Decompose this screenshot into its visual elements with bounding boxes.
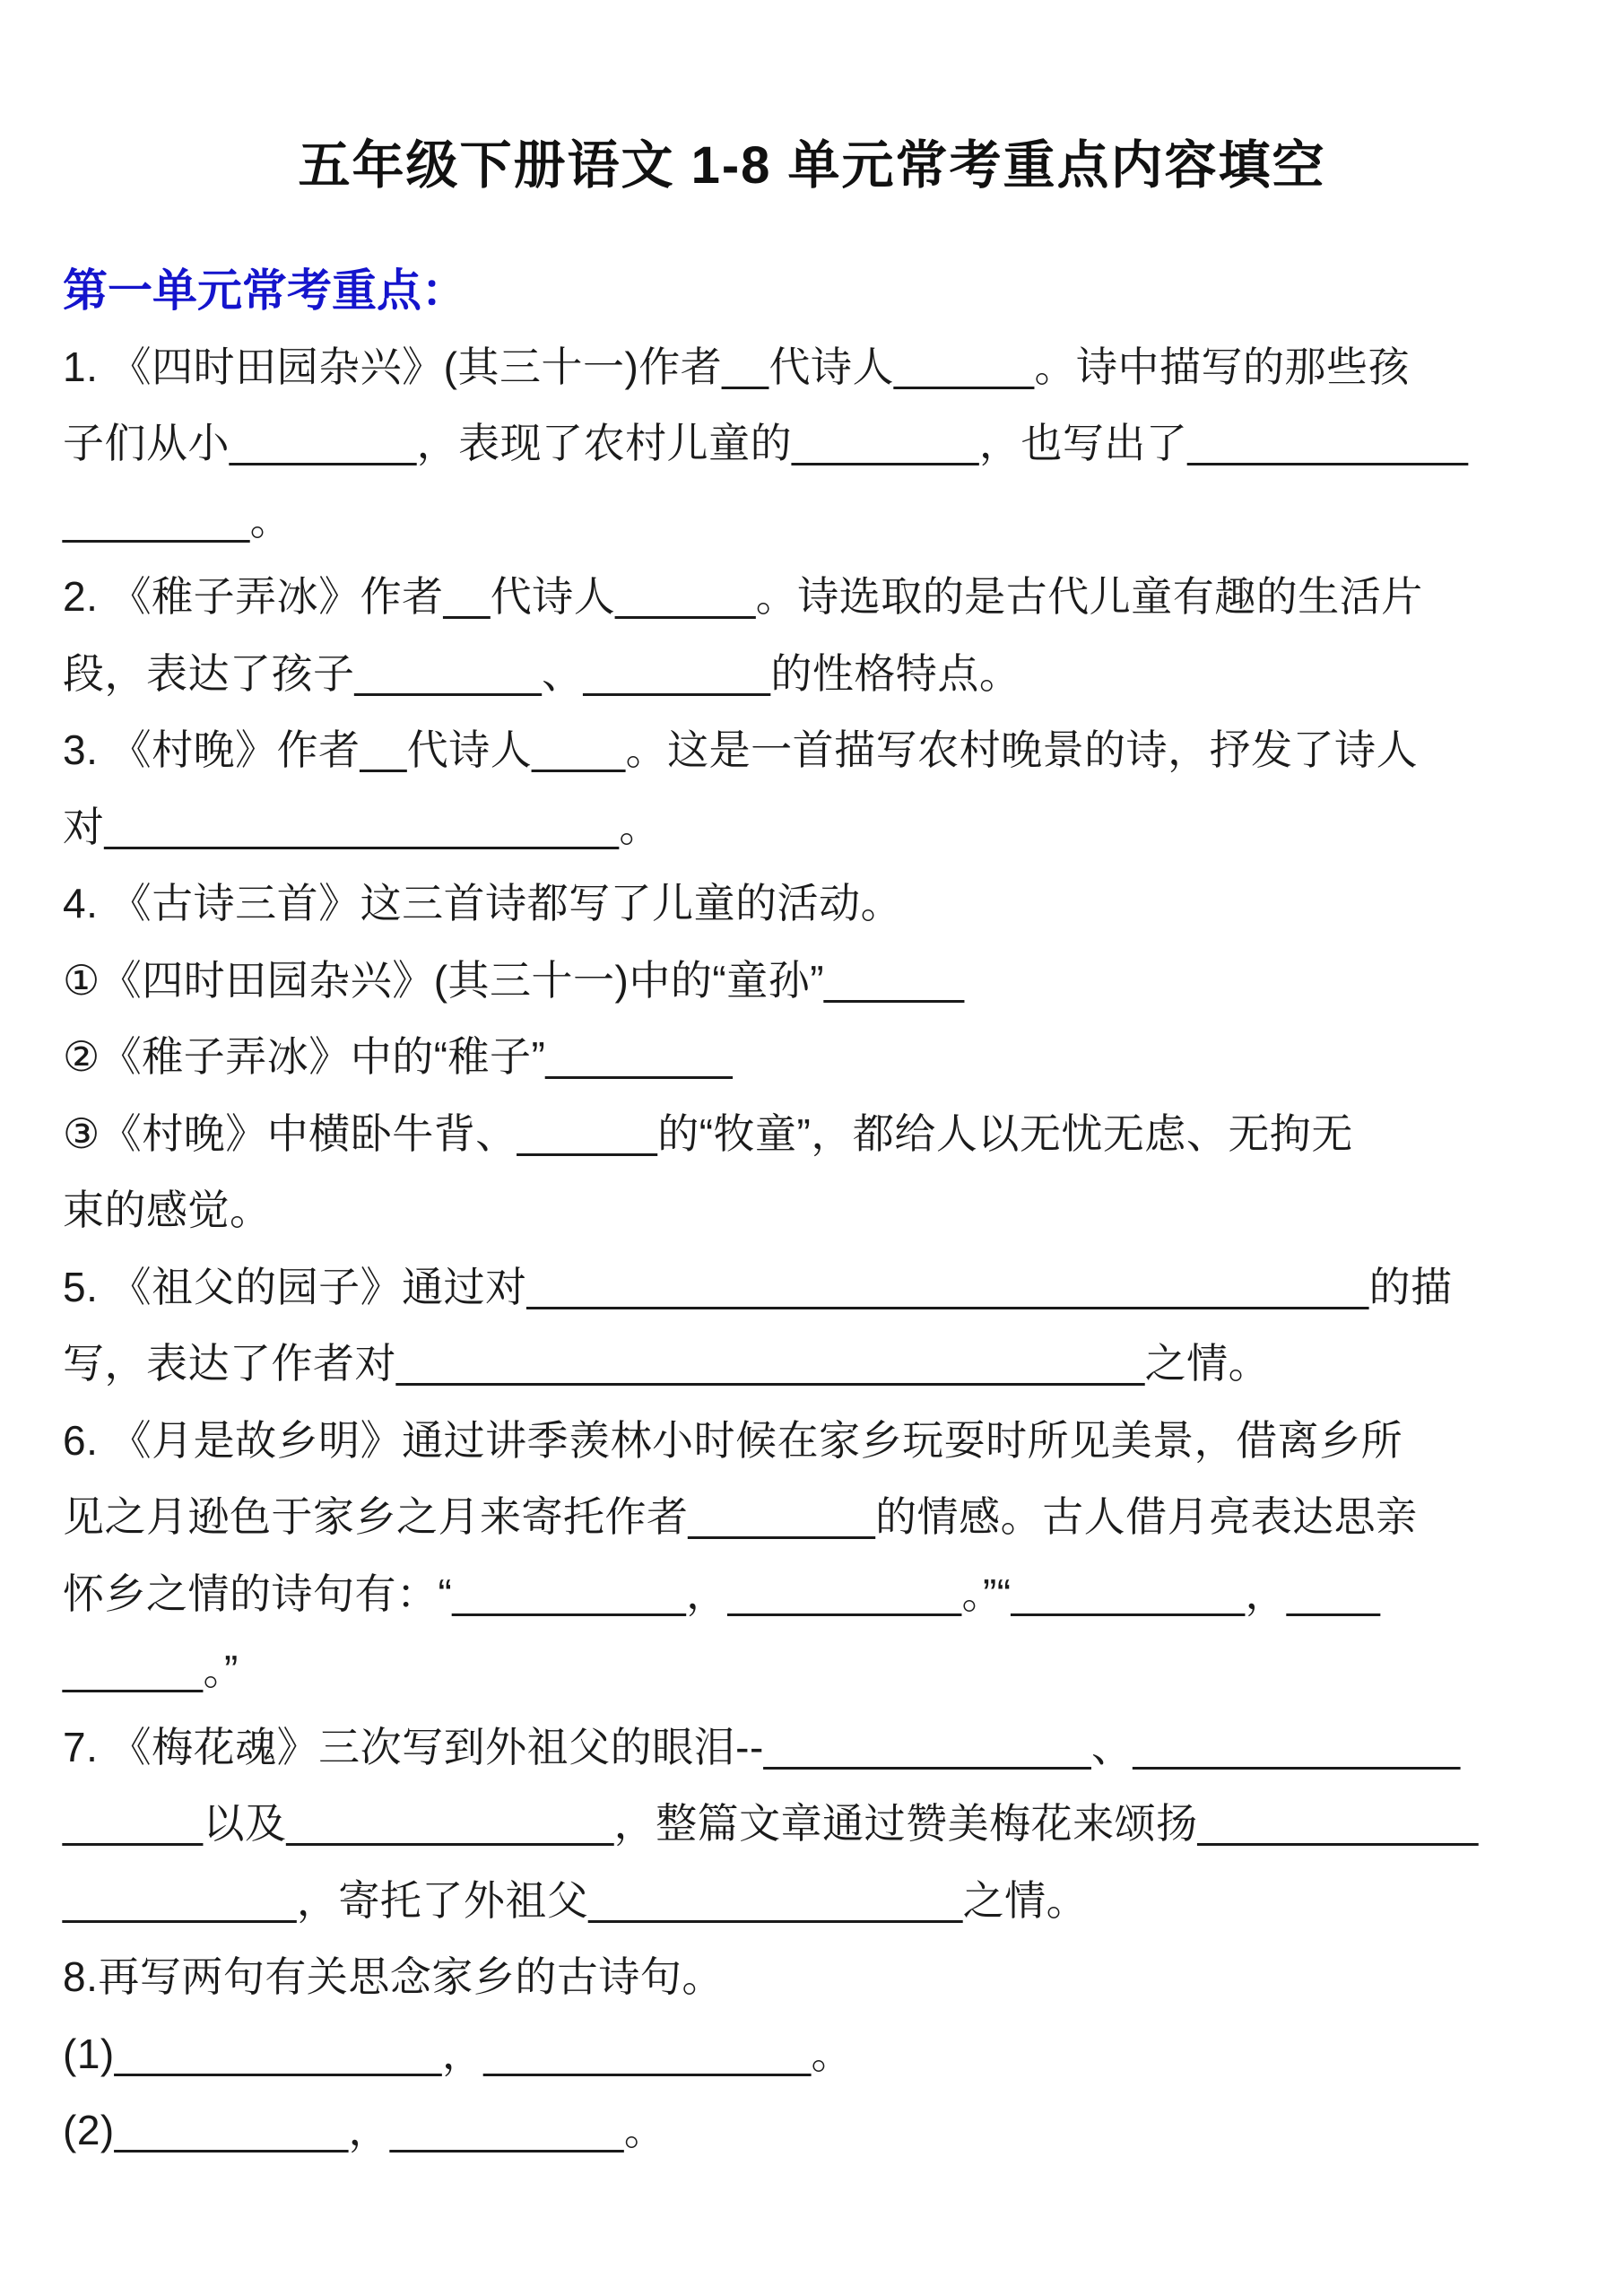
text-line: 6. 《月是故乡明》通过讲季羡林小时候在家乡玩耍时所见美景，借离乡所 xyxy=(63,1416,1403,1464)
text-line: 写，表达了作者对________________________________之情。 xyxy=(63,1340,1271,1387)
text-line: 1. 《四时田园杂兴》(其三十一)作者__代诗人______。诗中描写的那些孩 xyxy=(63,343,1410,390)
text-line: 段，表达了孩子________、________的性格特点。 xyxy=(63,649,1021,697)
text-line: (1)______________，______________。 xyxy=(63,2030,854,2077)
question-lines xyxy=(63,329,1561,2170)
text-line: 7. 《梅花魂》三次写到外祖父的眼泪--______________、______________ xyxy=(63,1723,1461,1770)
text-line: 见之月逊色于家乡之月来寄托作者________的情感。古人借月亮表达思亲 xyxy=(63,1493,1418,1541)
text-line: 束的感觉。 xyxy=(63,1187,272,1234)
text-line: ②《稚子弄冰》中的“稚子”________ xyxy=(63,1033,734,1081)
text-line: 3. 《村晚》作者__代诗人____。这是一首描写农村晚景的诗，抒发了诗人 xyxy=(63,726,1419,774)
text-line: ________。 xyxy=(63,496,292,544)
text-line: ______。” xyxy=(63,1647,239,1694)
text-line: ③《村晚》中横卧牛背、______的“牧童”，都给人以无忧无虑、无拘无 xyxy=(63,1109,1353,1157)
text-line: 2. 《稚子弄冰》作者__代诗人______。诗选取的是古代儿童有趣的生活片 xyxy=(63,573,1423,621)
text-line: ______以及______________，整篇文章通过赞美梅花来颂扬____________ xyxy=(63,1800,1479,1848)
page-title: 五年级下册语文 1-8 单元常考重点内容填空 xyxy=(298,136,1326,195)
text-line: 5. 《祖父的园子》通过对____________________________________的描 xyxy=(63,1263,1453,1310)
text-line: ①《四时田园杂兴》(其三十一)中的“童孙”______ xyxy=(63,956,965,1004)
text-line: 8.再写两句有关思念家乡的古诗句。 xyxy=(63,1953,724,2001)
text-line: 子们从小________，表现了农村儿童的________，也写出了____________ xyxy=(63,420,1469,467)
text-line: __________，寄托了外祖父________________之情。 xyxy=(63,1876,1089,1924)
text-line: 4. 《古诗三首》这三首诗都写了儿童的活动。 xyxy=(63,880,903,927)
text-line: (2)__________，__________。 xyxy=(63,2107,666,2154)
text-line: 怀乡之情的诗句有：“__________，__________。”“__________，____ xyxy=(63,1570,1381,1617)
section-heading: 第一单元常考重点： xyxy=(63,265,466,316)
text-line: 对______________________。 xyxy=(63,803,661,850)
